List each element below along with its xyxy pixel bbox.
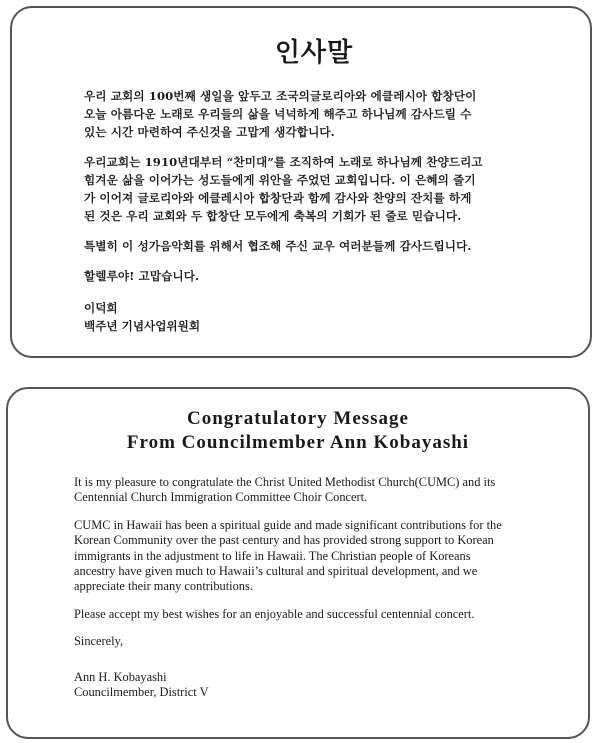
korean-greeting-box — [10, 6, 592, 358]
korean-paragraph-4: 할렐루야! 고맙습니다. — [84, 269, 200, 283]
korean-signature-name: 이덕희 — [84, 301, 118, 315]
korean-paragraph-3: 특별히 이 성가음악회를 위해서 협조해 주신 교우 여러분들께 감사드립니다. — [84, 239, 472, 253]
english-title-line-2: From Councilmember Ann Kobayashi — [126, 432, 470, 453]
english-closing: Sincerely, — [74, 634, 124, 649]
english-paragraph-3: Please accept my best wishes for an enjoyable and successful centennial concert. — [74, 606, 475, 621]
english-signature — [74, 670, 548, 701]
english-title-line-1: Congratulatory Message — [187, 408, 409, 429]
korean-paragraph-1: 우리 교회의 100번째 생일을 앞두고 조국의글로리아와 에클레시아 합창단이 오늘 아름다운 노래로 우리들의 삶을 넉넉하게 해주고 하나님께 감사드릴 수 있는 시간 마련하여 주신것을 고맙게 생각합니다. — [84, 89, 477, 139]
korean-paragraph-2: 우리교회는 1910년대부터 “찬미대”를 조직하여 노래로 하나님께 찬양드리고 힘겨운 삶을 이어가는 성도들에게 위안을 주었던 교회입니다. 이 은혜의 줄기 가 이어져 글로리아와 에클레시아 합창단과 함께 감사와 찬양의 잔치를 하게 된 것은 우리 교회와 두 합창단 모두에게 축복의 기회가 된 줄로 믿습니다. — [84, 155, 483, 223]
korean-signature — [84, 299, 544, 335]
korean-greeting-title: 인사말 — [274, 38, 354, 68]
english-paragraph-2: CUMC in Hawaii has been a spiritual guide and made significant contributions for the Korean Community over the past century and has provided strong support to Korean immigrants in the adjustment to life in Hawaii. The Christian people of Koreans ancestry have given much to Hawaii’s cultural and spiritual development, and we appreciate their many contributions. — [74, 517, 502, 594]
english-message-box — [6, 387, 590, 739]
english-signature-name: Ann H. Kobayashi — [74, 669, 167, 684]
english-signature-title: Councilmember, District V — [74, 685, 209, 700]
korean-signature-org: 백주년 기념사업위원회 — [84, 319, 201, 333]
english-paragraph-1: It is my pleasure to congratulate the Christ United Methodist Church(CUMC) and its Centennial Church Immigration Committee Choir Concert. — [74, 475, 496, 505]
english-message-title — [48, 407, 548, 455]
